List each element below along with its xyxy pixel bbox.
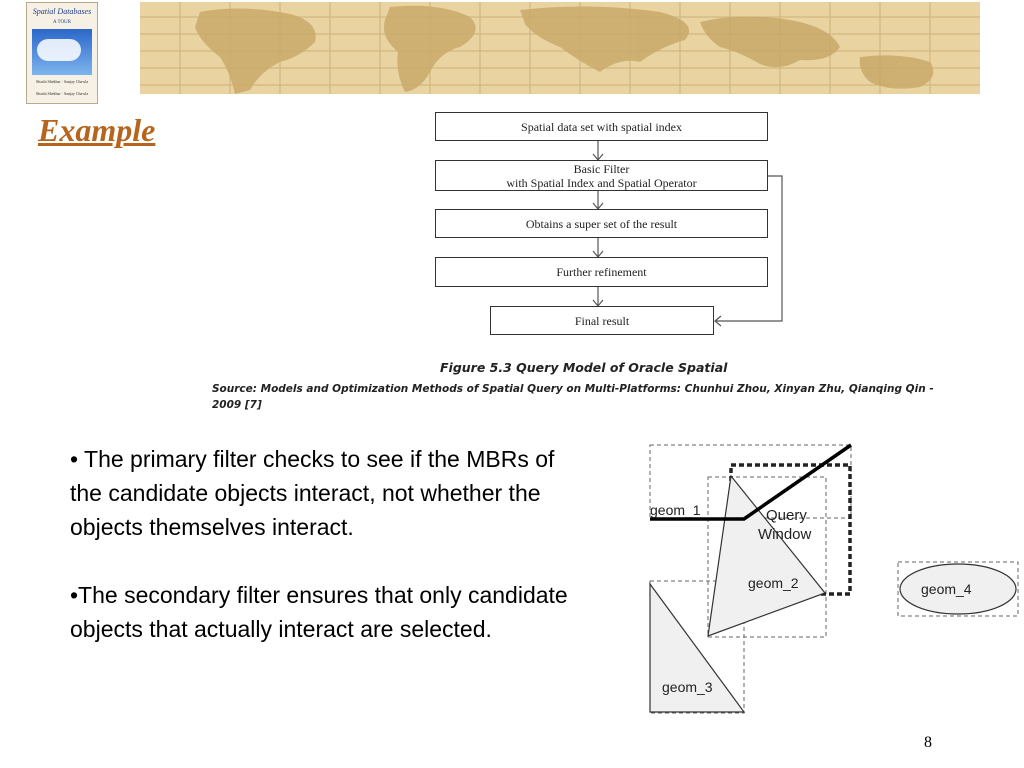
geom-3-label: geom_3 [662, 679, 713, 695]
figure-source [212, 381, 1012, 413]
world-map-icon [140, 2, 980, 94]
geom-2-shape [708, 476, 825, 636]
query-label-line-1: Query [766, 507, 807, 524]
flow-step-final-result: Final result [490, 306, 714, 335]
figure-source-line-2: 2009 [7] [212, 399, 262, 411]
book-authors: Shashi Shekhar · Sanjay Chawla [35, 79, 89, 84]
slide-title: Example [38, 112, 156, 148]
figure-source-line-1: Source: Models and Optimization Methods of Spatial Query on Multi-Platforms: Chunhui Zhou, Xinyan Zhu, Qianqing Qin - [212, 383, 934, 395]
query-label-line-2: Window [758, 526, 812, 543]
bullet-primary-filter: • The primary filter checks to see if the MBRs of the candidate objects interact, not whether the objects themselves interact. [70, 446, 555, 540]
figure-caption: Figure 5.3 Query Model of Oracle Spatial [440, 360, 728, 375]
bullet-list [70, 442, 570, 646]
page-number: 8 [924, 734, 932, 751]
book-title: Spatial Databases A TOUR [32, 7, 92, 25]
cloud-icon [37, 39, 81, 61]
flow-step-refinement: Further refinement [435, 257, 768, 287]
geom-1-label: geom_1 [650, 502, 701, 518]
book-authors-secondary: Shashi Shekhar · Sanjay Chawla [35, 91, 89, 96]
geom-4-label: geom_4 [921, 581, 972, 597]
geometry-diagram-svg [640, 440, 1024, 720]
flow-step-superset: Obtains a super set of the result [435, 209, 768, 238]
book-cover [26, 2, 98, 104]
geom-2-label: geom_2 [748, 575, 799, 591]
query-window-diagram [640, 440, 1024, 725]
flow-step-basic-filter: Basic Filter with Spatial Index and Spatial Operator [435, 160, 768, 191]
bullet-secondary-filter: •The secondary filter ensures that only candidate objects that actually interact are selected. [70, 582, 568, 642]
world-map-banner [140, 2, 980, 94]
flow-step-spatial-data: Spatial data set with spatial index [435, 112, 768, 141]
